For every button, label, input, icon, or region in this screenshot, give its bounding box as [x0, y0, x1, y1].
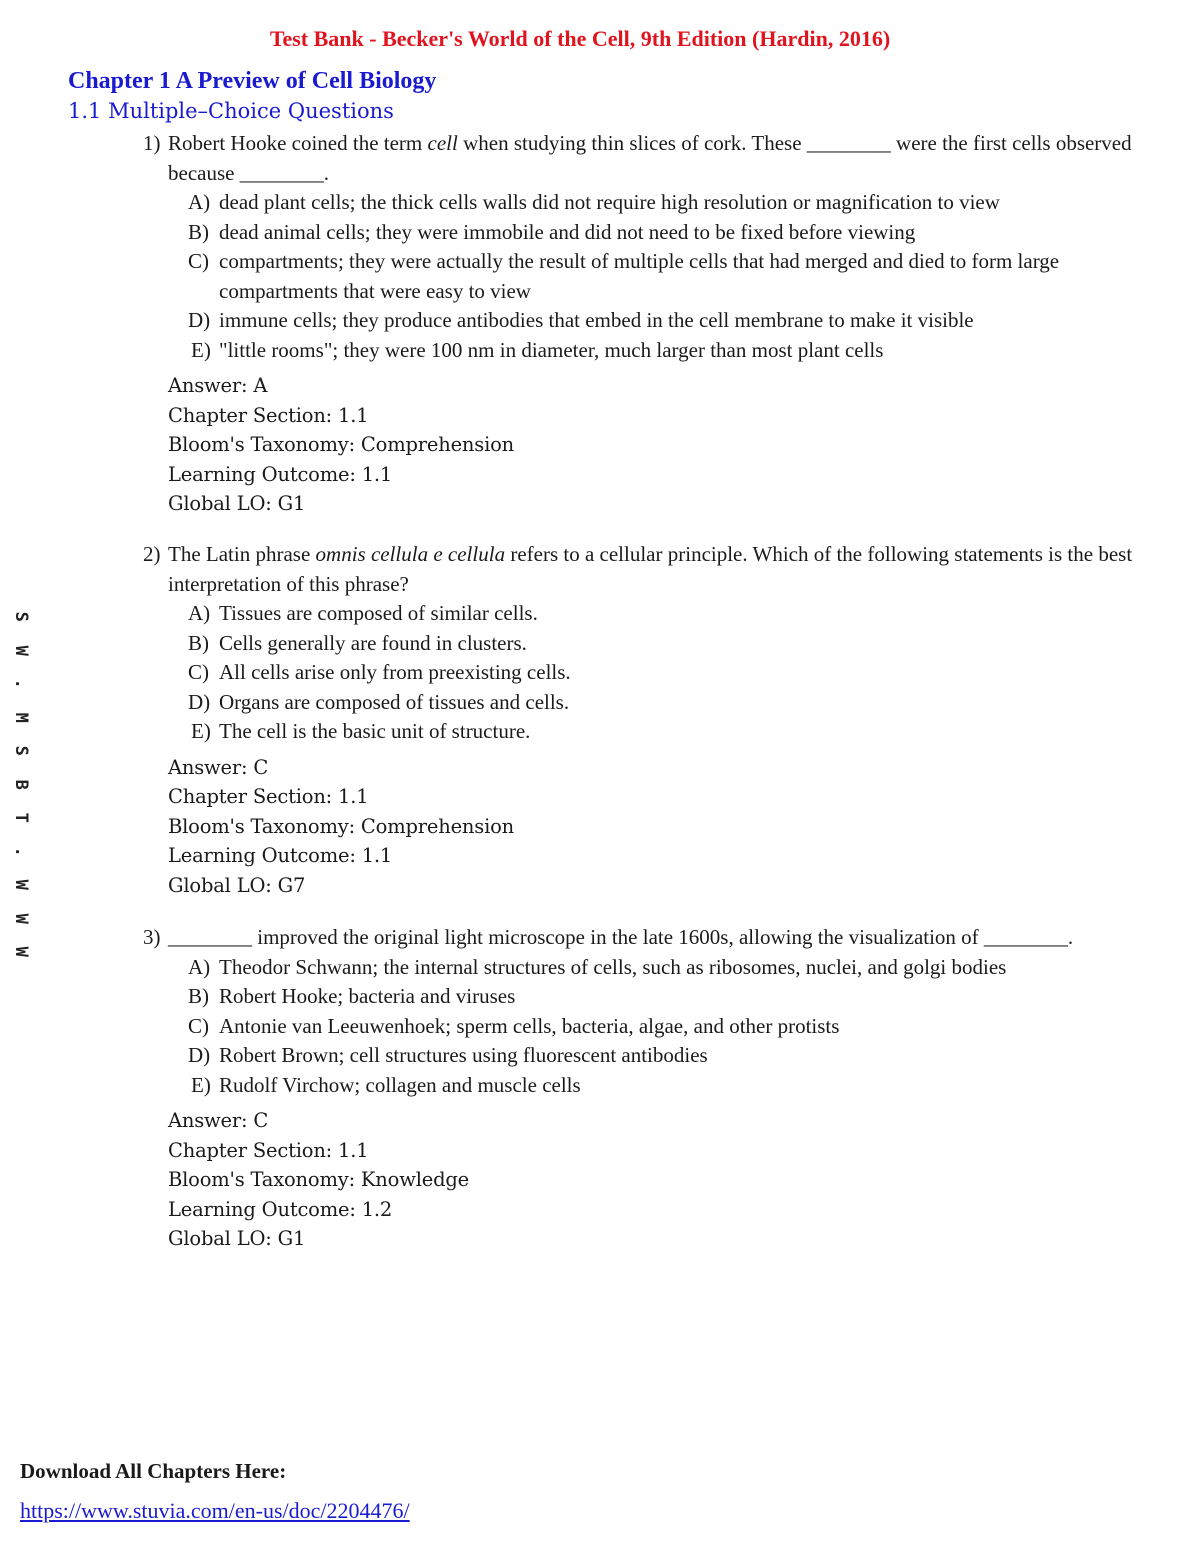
option-letter: A) — [188, 601, 211, 625]
option-text: Theodor Schwann; the internal structures of cells, such as ribosomes, nuclei, and golgi bodies — [219, 954, 1007, 979]
global-lo-line: Global LO: G1 — [168, 1227, 306, 1250]
option-letter: E) — [191, 1072, 211, 1097]
question-3 — [143, 923, 1143, 1254]
option-letter: B) — [188, 219, 209, 244]
option-letter: C) — [188, 1013, 209, 1038]
option-b — [143, 629, 1143, 659]
blooms-taxonomy-line: Bloom's Taxonomy: Knowledge — [168, 1168, 469, 1191]
option-text: Tissues are composed of similar cells. — [219, 601, 538, 625]
watermark-char: . — [10, 846, 31, 857]
watermark-char: W — [10, 645, 31, 656]
question-stem — [143, 129, 1143, 188]
answer-options — [143, 953, 1143, 1101]
question-2 — [143, 540, 1143, 900]
chapter-section-line: Chapter Section: 1.1 — [168, 785, 369, 808]
question-stem — [143, 923, 1143, 953]
option-text: Antonie van Leeuwenhoek; sperm cells, bacteria, algae, and other protists — [219, 1013, 840, 1038]
chapter-heading: Chapter 1 A Preview of Cell Biology — [68, 68, 437, 94]
question-number: 3) — [143, 925, 161, 949]
option-letter: B) — [188, 630, 209, 655]
option-letter: E) — [191, 337, 211, 362]
option-a — [143, 599, 1143, 629]
download-label: Download All Chapters Here: — [20, 1459, 287, 1483]
option-letter: E) — [191, 719, 211, 743]
option-d — [143, 1041, 1143, 1071]
document-title: Test Bank - Becker's World of the Cell, 9th Edition (Hardin, 2016) — [269, 26, 891, 51]
option-letter: D) — [188, 308, 211, 332]
question-metadata — [143, 753, 1143, 901]
question-number: 1) — [143, 131, 161, 155]
option-text: dead plant cells; the thick cells walls did not require high resolution or magnification to view — [219, 190, 1000, 214]
watermark-char: W — [10, 946, 31, 957]
option-b — [143, 982, 1143, 1012]
section-heading: 1.1 Multiple–Choice Questions — [68, 99, 394, 123]
learning-outcome-line: Learning Outcome: 1.1 — [168, 844, 393, 867]
option-d — [143, 688, 1143, 718]
option-text: compartments; they were actually the result of multiple cells that had merged and died to form large compartments that were easy to view — [219, 249, 1060, 303]
question-metadata — [143, 371, 1143, 519]
option-letter: C) — [188, 249, 209, 273]
stem-text: ________ improved the original light microscope in the late 1600s, allowing the visualization of ________. — [168, 925, 1074, 949]
option-letter: D) — [188, 689, 211, 714]
option-text: All cells arise only from preexisting cells. — [219, 660, 571, 684]
option-text: Cells generally are found in clusters. — [219, 630, 527, 655]
answer-line: Answer: C — [168, 755, 269, 779]
option-text: dead animal cells; they were immobile and did not need to be fixed before viewing — [219, 219, 916, 244]
option-c — [143, 658, 1143, 688]
stem-italic-term: omnis cellula e cellula — [315, 542, 506, 566]
option-c — [143, 247, 1143, 306]
option-text: The cell is the basic unit of structure. — [219, 719, 531, 743]
option-e — [143, 336, 1143, 366]
stem-text-continued: refers to a cellular principle. Which of the following statements is the best interpretation of this phrase? — [168, 542, 1133, 596]
option-e — [143, 1071, 1143, 1101]
watermark-char: . — [10, 678, 31, 689]
blooms-taxonomy-line: Bloom's Taxonomy: Comprehension — [168, 433, 515, 456]
watermark-char: S — [10, 611, 31, 622]
option-a — [143, 953, 1143, 983]
option-text: Robert Hooke; bacteria and viruses — [219, 984, 516, 1008]
answer-line: Answer: C — [168, 1109, 269, 1132]
question-1 — [143, 129, 1143, 519]
option-a — [143, 188, 1143, 218]
option-letter: A) — [188, 190, 211, 214]
watermark-char: W — [10, 913, 31, 924]
option-letter: A) — [188, 954, 211, 979]
watermark-char: S — [10, 745, 31, 756]
answer-line: Answer: A — [168, 374, 268, 397]
option-text: Rudolf Virchow; collagen and muscle cells — [219, 1072, 581, 1097]
blooms-taxonomy-line: Bloom's Taxonomy: Comprehension — [168, 814, 515, 838]
option-c — [143, 1012, 1143, 1042]
chapter-section-line: Chapter Section: 1.1 — [168, 1138, 369, 1162]
global-lo-line: Global LO: G7 — [168, 873, 306, 897]
global-lo-line: Global LO: G1 — [168, 492, 306, 515]
answer-options — [143, 599, 1143, 747]
stem-text: Robert Hooke coined the term — [168, 131, 428, 155]
option-text: Robert Brown; cell structures using fluorescent antibodies — [219, 1043, 708, 1067]
stem-text-continued: when studying thin slices of cork. These ________ were the first cells observed because ________. — [168, 131, 1132, 185]
stem-text: The Latin phrase — [168, 542, 316, 566]
option-letter: D) — [188, 1043, 211, 1067]
watermark-char: B — [10, 779, 31, 790]
option-e — [143, 717, 1143, 747]
option-d — [143, 306, 1143, 336]
question-metadata — [143, 1106, 1143, 1254]
learning-outcome-line: Learning Outcome: 1.1 — [168, 462, 393, 486]
chapter-section-line: Chapter Section: 1.1 — [168, 403, 369, 427]
download-link[interactable]: https://www.stuvia.com/en-us/doc/2204476/ — [20, 1498, 410, 1523]
option-letter: C) — [188, 660, 209, 684]
side-watermark — [8, 600, 32, 969]
answer-options — [143, 188, 1143, 365]
option-letter: B) — [188, 984, 209, 1008]
watermark-char: T — [10, 812, 31, 823]
question-number: 2) — [143, 542, 161, 566]
watermark-char: M — [10, 712, 31, 723]
option-b — [143, 218, 1143, 248]
option-text: "little rooms"; they were 100 nm in diameter, much larger than most plant cells — [219, 337, 884, 362]
question-stem — [143, 540, 1143, 599]
option-text: Organs are composed of tissues and cells. — [219, 689, 570, 714]
learning-outcome-line: Learning Outcome: 1.2 — [168, 1197, 393, 1221]
option-text: immune cells; they produce antibodies that embed in the cell membrane to make it visible — [219, 308, 974, 332]
watermark-char: W — [10, 879, 31, 890]
stem-italic-term: cell — [427, 131, 458, 155]
